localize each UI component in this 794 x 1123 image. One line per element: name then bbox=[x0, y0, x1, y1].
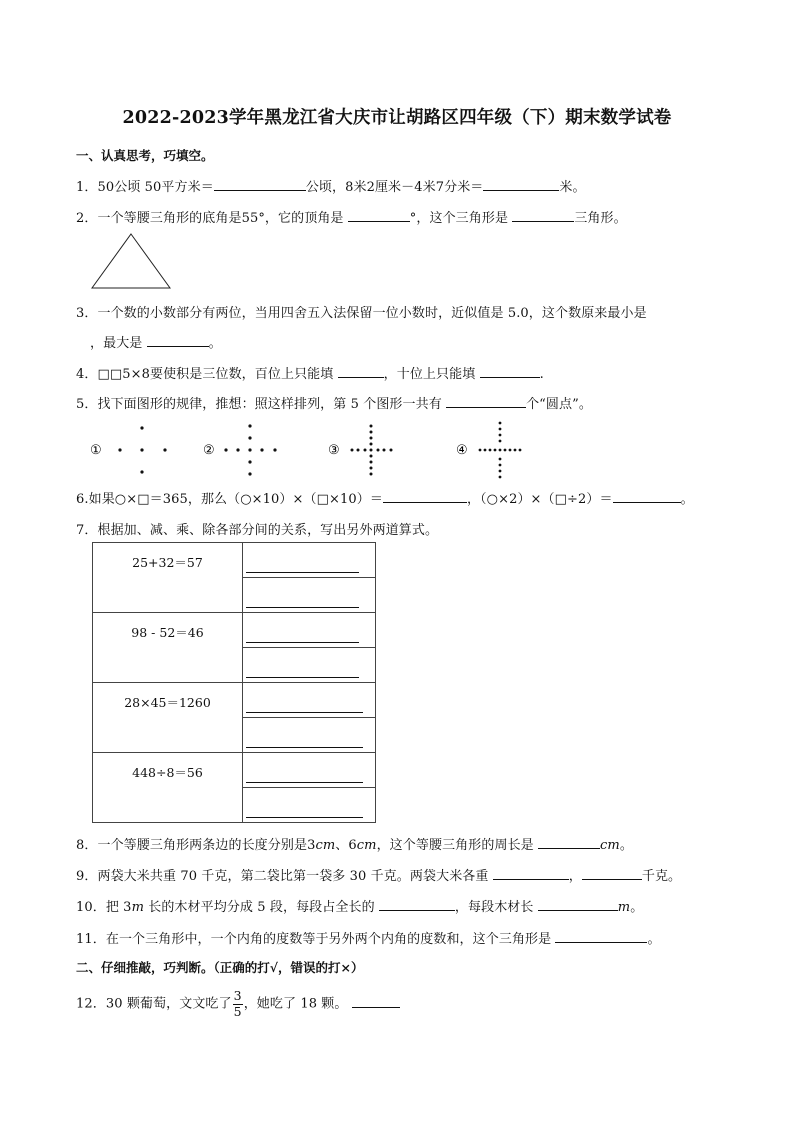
answer-cell[interactable] bbox=[243, 788, 376, 823]
question-7 bbox=[76, 519, 438, 538]
answer-blank[interactable] bbox=[379, 898, 455, 911]
question-text: 一个等腰三角形的底角是55°，它的顶角是 bbox=[97, 211, 348, 226]
question-11 bbox=[76, 928, 661, 947]
answer-line[interactable] bbox=[246, 607, 359, 608]
question-text: 一个数的小数部分有两位，当用四舍五入法保留一位小数时，近似值是 5.0，这个数原来最小是 bbox=[97, 306, 647, 321]
equation-cell: 28×45＝1260 bbox=[93, 683, 243, 753]
equation-cell: 25+32＝57 bbox=[93, 543, 243, 613]
separator: 、 bbox=[335, 838, 349, 853]
answer-blank[interactable] bbox=[338, 365, 384, 378]
question-text: 50公顷 50平方米＝ bbox=[97, 180, 214, 195]
table-row bbox=[93, 543, 376, 578]
question-9 bbox=[76, 865, 681, 884]
question-text: . bbox=[539, 367, 544, 382]
question-text: 根据加、减、乘、除各部分间的关系，写出另外两道算式。 bbox=[97, 523, 439, 538]
question-text: ，最大是 bbox=[90, 336, 147, 351]
question-text: 。 bbox=[619, 838, 633, 853]
answer-blank[interactable] bbox=[512, 209, 574, 222]
fraction-denominator: 5 bbox=[233, 1003, 242, 1019]
question-number: 12． bbox=[76, 996, 106, 1012]
answer-blank[interactable] bbox=[613, 490, 681, 503]
answer-blank[interactable] bbox=[383, 490, 467, 503]
question-text: 。 bbox=[680, 492, 694, 507]
section-1-heading: 一、认真思考，巧填空。 bbox=[76, 148, 214, 163]
question-text: 个“圆点”。 bbox=[526, 397, 592, 412]
value: 6 bbox=[348, 838, 357, 853]
question-text: 一个等腰三角形两条边的长度分别是 bbox=[97, 838, 308, 853]
question-text: 。 bbox=[647, 932, 661, 947]
question-number: 1． bbox=[76, 180, 98, 195]
question-text: 长的木材平均分成 5 段，每段占全长的 bbox=[144, 900, 379, 915]
answer-cell[interactable] bbox=[243, 543, 376, 578]
fraction-numerator: 3 bbox=[233, 988, 242, 1003]
question-8 bbox=[76, 834, 633, 853]
question-text: 在一个三角形中，一个内角的度数等于另外两个内角的度数和，这个三角形是 bbox=[105, 932, 556, 947]
question-3-continued bbox=[90, 332, 222, 351]
question-number: 9． bbox=[76, 869, 98, 884]
answer-blank[interactable] bbox=[538, 836, 600, 849]
question-text: ，她吃了 18 颗。 bbox=[243, 996, 352, 1012]
question-number: 2． bbox=[76, 211, 98, 226]
figure-label-2: ② bbox=[203, 443, 215, 458]
answer-blank[interactable] bbox=[446, 395, 526, 408]
question-10 bbox=[76, 896, 643, 915]
question-5 bbox=[76, 393, 592, 412]
answer-cell[interactable] bbox=[243, 753, 376, 788]
question-3 bbox=[76, 302, 647, 321]
answer-cell[interactable] bbox=[243, 718, 376, 753]
answer-line[interactable] bbox=[246, 642, 359, 643]
question-text: 。 bbox=[630, 900, 644, 915]
answer-cell[interactable] bbox=[243, 578, 376, 613]
answer-line[interactable] bbox=[246, 572, 359, 573]
figure-label-1: ① bbox=[90, 443, 102, 458]
question-6 bbox=[76, 488, 694, 507]
operation-relations-table bbox=[92, 542, 376, 823]
page-title: 2022-2023学年黑龙江省大庆市让胡路区四年级（下）期末数学试卷 bbox=[122, 108, 672, 128]
answer-blank[interactable] bbox=[582, 867, 642, 880]
question-number: 7． bbox=[76, 523, 98, 538]
question-text: 把 3 bbox=[105, 900, 132, 915]
question-text: ， bbox=[568, 869, 582, 884]
question-text: 千克。 bbox=[641, 869, 682, 884]
question-text: 如果○×□＝365，那么（○×10）×（□×10）＝ bbox=[88, 492, 383, 507]
figure-label-3: ③ bbox=[328, 443, 340, 458]
unit: cm bbox=[600, 838, 620, 853]
equation-cell: 448÷8＝56 bbox=[93, 753, 243, 823]
answer-cell[interactable] bbox=[243, 613, 376, 648]
fraction bbox=[233, 990, 243, 1018]
section-2-heading: 二、仔细推敲，巧判断。（正确的打√，错误的打×） bbox=[76, 960, 364, 975]
unit: cm bbox=[315, 838, 336, 853]
question-text: ，这个等腰三角形的周长是 bbox=[376, 838, 539, 853]
answer-blank[interactable] bbox=[480, 365, 540, 378]
question-text: 找下面图形的规律，推想：照这样排列，第 5 个图形一共有 bbox=[97, 397, 447, 412]
question-text: 公顷，8米2厘米－4米7分米＝ bbox=[305, 180, 484, 195]
answer-line[interactable] bbox=[246, 712, 363, 713]
question-number: 4． bbox=[76, 367, 98, 382]
answer-line[interactable] bbox=[246, 817, 363, 818]
question-text: ，每段木材长 bbox=[454, 900, 538, 915]
question-text: ，（○×2）×（□÷2）＝ bbox=[466, 492, 613, 507]
answer-line[interactable] bbox=[246, 747, 363, 748]
table-row bbox=[93, 753, 376, 788]
dot-pattern-figure bbox=[88, 418, 548, 480]
answer-blank[interactable] bbox=[348, 209, 410, 222]
question-number: 3． bbox=[76, 306, 98, 321]
question-number: 8． bbox=[76, 838, 98, 853]
question-number: 5． bbox=[76, 397, 98, 412]
question-2 bbox=[76, 207, 627, 226]
question-text: 30 颗葡萄，文文吃了 bbox=[105, 996, 232, 1012]
value: 3 bbox=[307, 838, 316, 853]
question-text: □□5×8要使积是三位数，百位上只能填 bbox=[97, 367, 338, 382]
answer-blank[interactable] bbox=[214, 178, 306, 191]
answer-blank[interactable] bbox=[147, 334, 209, 347]
question-1 bbox=[76, 176, 586, 195]
isosceles-triangle-figure bbox=[90, 232, 172, 290]
question-text: ，十位上只能填 bbox=[383, 367, 480, 382]
answer-cell[interactable] bbox=[243, 648, 376, 683]
question-text: 两袋大米共重 70 千克，第二袋比第一袋多 30 千克。两袋大米各重 bbox=[97, 869, 493, 884]
unit: cm bbox=[356, 838, 377, 853]
answer-line[interactable] bbox=[246, 677, 359, 678]
question-text: 米。 bbox=[559, 180, 586, 195]
answer-blank[interactable] bbox=[555, 930, 647, 943]
table-row bbox=[93, 683, 376, 718]
question-text: °，这个三角形是 bbox=[409, 211, 513, 226]
unit: m bbox=[131, 900, 144, 915]
table-row bbox=[93, 613, 376, 648]
unit: m bbox=[617, 900, 631, 915]
figure-label-4: ④ bbox=[456, 443, 468, 458]
answer-blank[interactable] bbox=[493, 867, 569, 880]
question-text: 三角形。 bbox=[574, 211, 627, 226]
question-4 bbox=[76, 363, 544, 382]
answer-blank[interactable] bbox=[538, 898, 618, 911]
question-number: 11． bbox=[76, 932, 106, 947]
answer-blank[interactable] bbox=[483, 178, 559, 191]
question-number: 10． bbox=[76, 900, 106, 915]
question-number: 6. bbox=[76, 492, 89, 507]
answer-line[interactable] bbox=[246, 782, 363, 783]
answer-cell[interactable] bbox=[243, 683, 376, 718]
question-12 bbox=[76, 990, 400, 1018]
question-text: 。 bbox=[208, 336, 222, 351]
answer-blank[interactable] bbox=[352, 995, 400, 1008]
equation-cell: 98 - 52＝46 bbox=[93, 613, 243, 683]
